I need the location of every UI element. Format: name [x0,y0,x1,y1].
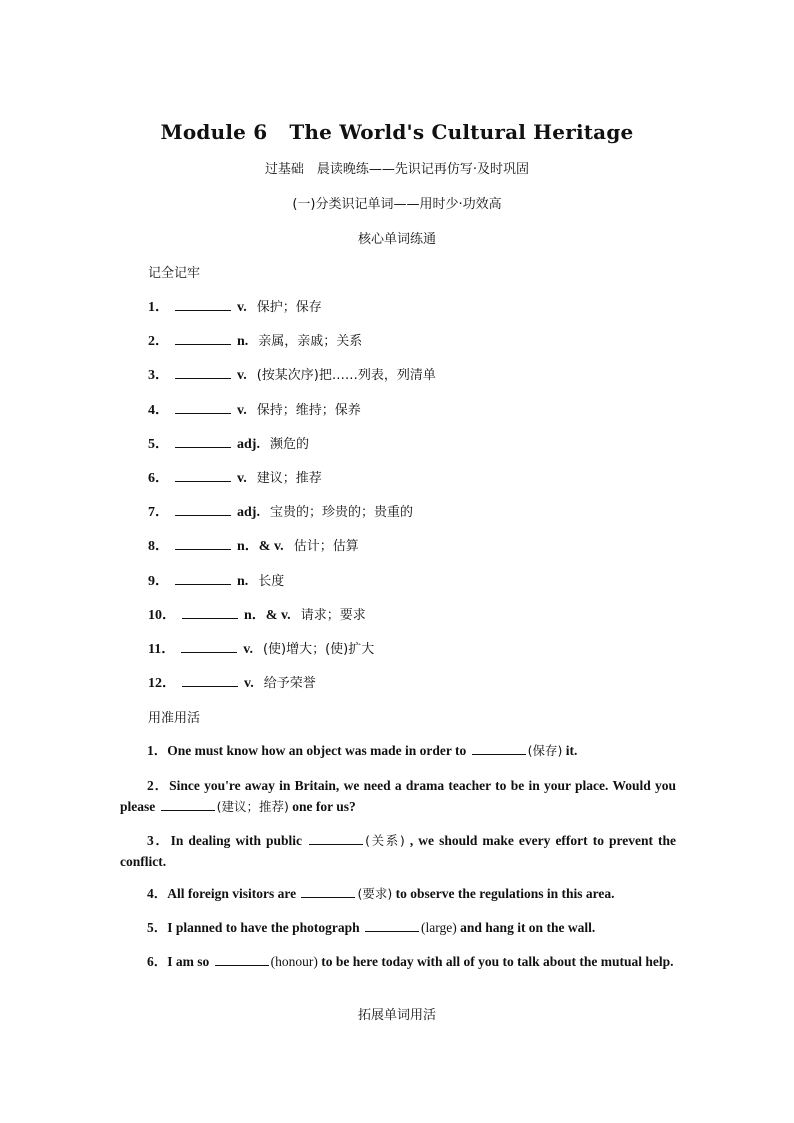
vocab-number: 7． [148,505,169,521]
vocab-item [148,433,309,453]
vocab-number: 2． [148,334,169,350]
answer-blank[interactable] [175,572,231,585]
exercise-number: 3． [147,833,171,848]
part-heading: (一)分类识记单词——用时少·功效高 [292,197,502,212]
answer-blank[interactable] [182,674,238,687]
exercise-sentence [120,775,676,817]
vocab-meaning: 估计；估算 [293,539,359,555]
vocab-number: 6． [148,471,169,486]
extension-heading: 拓展单词用活 [357,1008,436,1023]
answer-blank[interactable] [365,919,419,932]
exercise-text-before: One must know how an object was made in order to [167,743,467,758]
answer-blank[interactable] [175,401,231,414]
part-of-speech: n．& v. [244,607,291,623]
exercise-text-after: it. [565,743,578,758]
answer-blank[interactable] [175,298,231,311]
exercise-hint: (保存) [527,743,563,758]
exercise-text-after: , we should make every effort to prevent the conflict. [120,833,677,869]
part-of-speech: v. [237,402,247,418]
vocab-meaning: 宝贵的；珍贵的；贵重的 [269,505,413,521]
vocab-item [148,570,284,590]
vocab-item [148,330,362,350]
part-of-speech: v. [244,676,254,692]
exercise-text-after: to observe the regulations in this area. [395,886,615,901]
subtitle: 过基础 晨读晚练——先识记再仿写·及时巩固 [264,162,530,177]
vocab-number: 3． [148,368,169,384]
exercise-sentence [120,917,676,938]
vocab-number: 1． [148,300,169,315]
exercise-text-before: In dealing with public [170,833,303,848]
answer-blank[interactable] [182,606,238,619]
answer-blank[interactable] [181,640,237,653]
usage-label: 用准用活 [148,711,201,726]
vocab-meaning: 给予荣誉 [263,676,316,692]
answer-blank[interactable] [161,798,215,811]
vocab-item [148,604,366,624]
vocab-meaning: (使)增大；(使)扩大 [262,642,375,657]
exercise-text-before: I am so [167,954,210,969]
exercise-number: 1． [147,743,168,758]
answer-blank[interactable] [175,503,231,516]
answer-blank[interactable] [175,537,231,550]
vocab-item [148,501,413,521]
vocab-item [148,638,374,658]
part-of-speech: n. [237,573,249,589]
answer-blank[interactable] [301,885,355,898]
vocab-number: 9． [148,573,169,589]
vocab-item [148,672,316,692]
vocab-item [148,467,322,487]
exercise-sentence [120,830,676,872]
answer-blank[interactable] [309,832,363,845]
exercise-sentence [120,883,676,904]
part-of-speech: n．& v. [237,539,284,555]
module-title [0,120,794,144]
vocab-item [148,399,361,419]
exercise-hint: (large) [421,920,457,935]
exercise-number: 4． [147,886,168,901]
vocab-meaning: 长度 [258,573,285,589]
exercise-text-before: All foreign visitors are [167,886,297,901]
exercise-text-before: Since you're away in Britain, we need a drama teacher to be in your place. Would you please [120,778,677,814]
vocab-number: 10． [148,607,176,623]
vocab-meaning: 请求；要求 [300,607,366,623]
vocab-number: 5． [148,436,169,452]
vocab-number: 12． [148,676,176,692]
vocab-meaning: 亲属，亲戚；关系 [258,334,363,350]
vocab-meaning: (按某次序)把……列表，列清单 [256,368,436,384]
module-number: Module 6 [160,120,268,144]
exercise-sentence [120,740,676,761]
vocab-number: 11． [148,642,176,657]
answer-blank[interactable] [215,953,269,966]
part-of-speech: v. [237,471,247,486]
vocab-number: 4． [148,402,169,418]
exercise-number: 5． [147,920,168,935]
exercise-number: 6． [147,954,168,969]
vocab-item [148,535,359,555]
module-name: The World's Cultural Heritage [289,120,634,144]
exercise-text-after: and hang it on the wall. [460,920,596,935]
exercise-hint: (要求) [357,886,393,901]
vocab-number: 8． [148,539,169,555]
part-of-speech: adj. [237,505,260,521]
vocab-meaning: 保持；维持；保养 [256,402,361,418]
memorize-label: 记全记牢 [148,266,201,281]
vocab-meaning: 濒危的 [269,436,309,452]
vocab-meaning: 保护；保存 [256,300,322,315]
answer-blank[interactable] [175,469,231,482]
part-of-speech: v. [243,642,253,657]
exercise-number: 2． [147,778,170,793]
answer-blank[interactable] [175,332,231,345]
vocab-item [148,364,436,384]
answer-blank[interactable] [472,742,526,755]
answer-blank[interactable] [175,366,231,379]
exercise-text-before: I planned to have the photograph [167,920,360,935]
part-of-speech: adj. [237,436,260,452]
exercise-hint: (honour) [270,954,318,969]
part-of-speech: v. [237,300,247,315]
part-of-speech: n. [237,334,249,350]
answer-blank[interactable] [175,435,231,448]
exercise-hint: (关系) [365,833,405,848]
part-of-speech: v. [237,368,247,384]
section-heading: 核心单词练通 [357,232,436,247]
exercise-text-after: one for us? [292,799,356,814]
vocab-meaning: 建议；推荐 [256,471,322,486]
vocab-item [148,296,322,316]
exercise-text-after: to be here today with all of you to talk about the mutual help. [321,954,674,969]
exercise-hint: (建议；推荐) [216,799,289,814]
exercise-sentence [120,951,676,972]
